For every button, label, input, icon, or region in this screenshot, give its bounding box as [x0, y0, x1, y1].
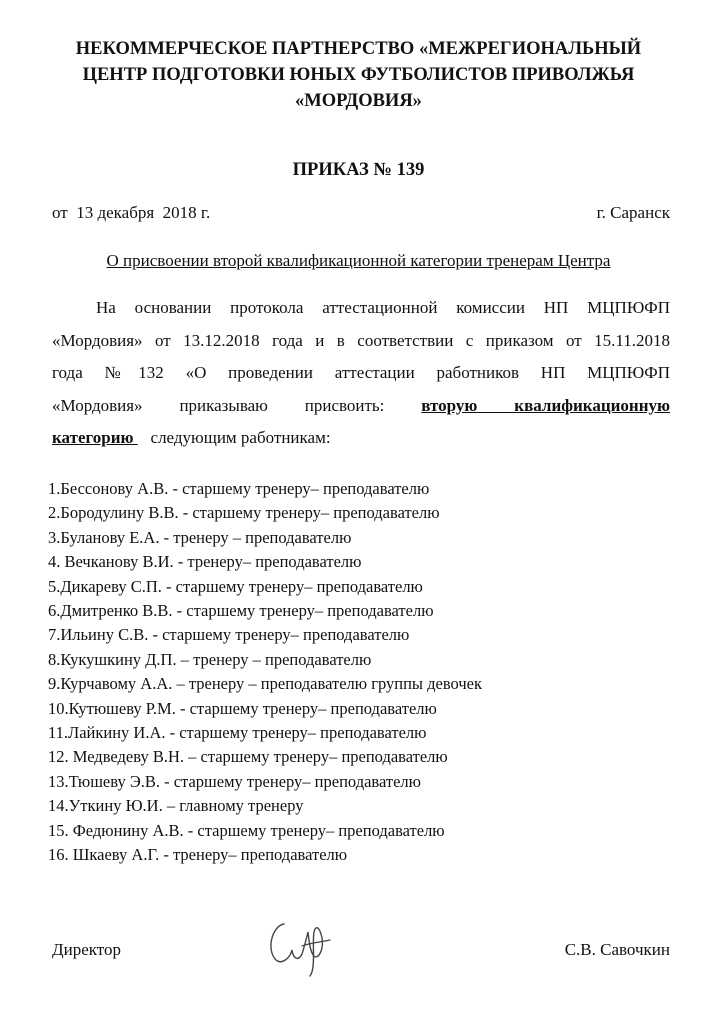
list-item: 13.Тюшеву Э.В. - старшему тренеру– преподавателю	[48, 771, 421, 791]
order-subject: О присвоении второй квалификационной категории тренерам Центра	[106, 251, 611, 270]
list-item: 8.Кукушкину Д.П. – тренеру – преподавателю	[48, 649, 372, 669]
category-emphasis: вторую квалификационную	[421, 395, 670, 415]
list-item: 6.Дмитренко В.В. - старшему тренеру– преподавателю	[48, 601, 434, 621]
category-emphasis: категорию	[52, 428, 138, 447]
list-item: 2.Бородулину В.В. - старшему тренеру– преподавателю	[48, 503, 440, 523]
list-item: 11.Лайкину И.А. - старшему тренеру– преподавателю	[48, 723, 427, 743]
list-item: 4. Вечканову В.И. - тренеру– преподавателю	[48, 552, 362, 572]
list-item: 5.Дикареву С.П. - старшему тренеру– преподавателю	[48, 576, 423, 596]
org-line-2: ЦЕНТР ПОДГОТОВКИ ЮНЫХ ФУТБОЛИСТОВ ПРИВОЛЖЬЯ	[82, 65, 635, 85]
organization-name	[40, 36, 677, 114]
body-line-prefix: «Мордовия» приказываю присвоить:	[52, 395, 385, 415]
director-name: С.В. Савочкин	[564, 940, 670, 959]
order-date: от 13 декабря 2018 г.	[52, 203, 211, 222]
body-line: На основании протокола аттестационной комиссии НП МЦПЮФП	[96, 298, 670, 317]
org-line-1: НЕКОММЕРЧЕСКОЕ ПАРТНЕРСТВО «МЕЖРЕГИОНАЛЬНЫЙ	[75, 39, 642, 59]
body-line	[52, 390, 670, 423]
list-item: 7.Ильину С.В. - старшему тренеру– преподавателю	[48, 625, 410, 645]
list-item: 16. Шкаеву А.Г. - тренеру– преподавателю	[48, 845, 348, 865]
employee-list	[48, 477, 668, 868]
order-city: г. Саранск	[596, 203, 670, 222]
director-title: Директор	[52, 940, 121, 959]
list-item: 12. Медведеву В.Н. – старшему тренеру– преподавателю	[48, 747, 448, 767]
list-item: 15. Федюнину А.В. - старшему тренеру– преподавателю	[48, 820, 445, 840]
list-item: 14.Уткину Ю.И. – главному тренеру	[48, 796, 304, 816]
body-line-suffix: следующим работникам:	[150, 428, 331, 447]
list-item: 10.Кутюшеву Р.М. - старшему тренеру– преподавателю	[48, 698, 437, 718]
list-item: 9.Курчавому А.А. – тренеру – преподавателю группы девочек	[48, 674, 482, 694]
body-line: «Мордовия» от 13.12.2018 года и в соответствии с приказом от 15.11.2018	[52, 330, 670, 350]
body-line	[52, 422, 670, 455]
director-signature	[262, 910, 342, 980]
list-item: 3.Буланову Е.А. - тренеру – преподавателю	[48, 527, 352, 547]
order-body	[52, 292, 670, 455]
list-item: 1.Бессонову А.В. - старшему тренеру– преподавателю	[48, 479, 430, 498]
body-line: года №132 «О проведении аттестации работников НП МЦПЮФП	[52, 363, 670, 382]
org-line-3: «МОРДОВИЯ»	[295, 91, 422, 111]
order-title: ПРИКАЗ № 139	[292, 160, 425, 180]
